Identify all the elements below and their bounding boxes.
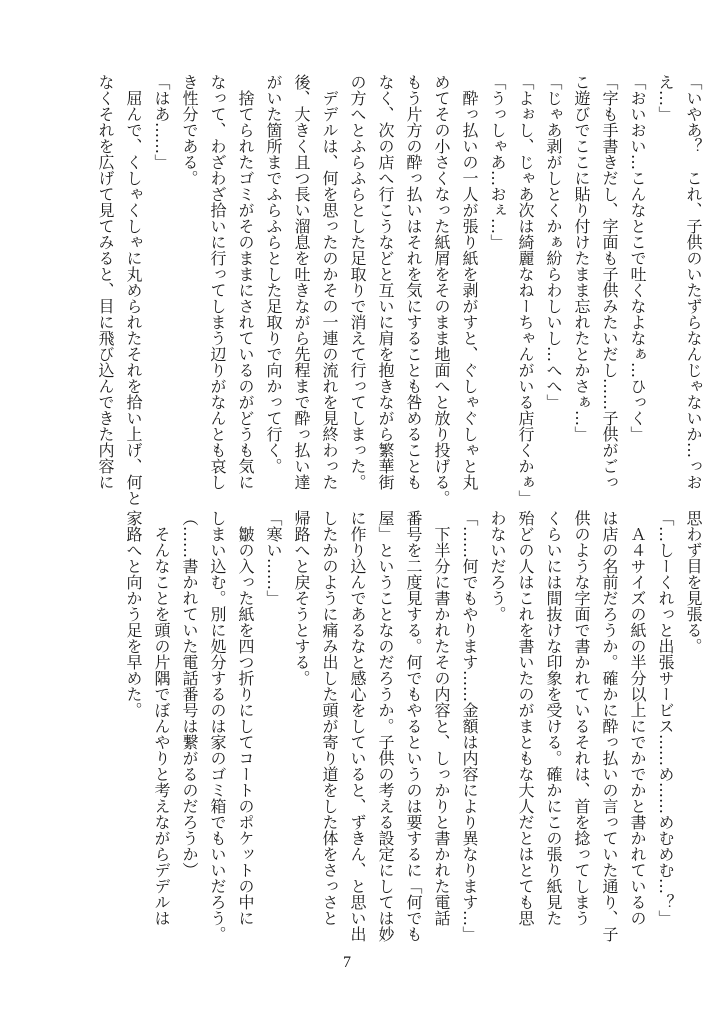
text-column: 「おいおい…こんなとこで吐くなよなぁ…ひっく」 [628, 74, 647, 442]
text-column: 「よぉし、じゃあ次は綺麗なねーちゃんがいる店行くかぁ」 [516, 74, 535, 506]
text-column: 「……何でもやります……金額は内容により異なります…」 [460, 510, 479, 942]
text-column: なくそれを広げて見てみると、目に飛び込んできた内容に [96, 74, 115, 490]
text-column: は店の名前だろうか。確かに酔っ払いの言っていた通り、子 [600, 510, 619, 942]
text-column: え…」 [656, 74, 675, 122]
text-column: 番号を二度見する。何でもやるというのは要するに「何でも [404, 510, 423, 942]
text-column: 思わず目を見張る。 [684, 510, 703, 654]
text-column: 「はあ……」 [152, 74, 171, 170]
text-column: デデルは、何を思ったのかその一連の流れを見終わった [320, 74, 339, 490]
text-column: なく、次の店へ行こうなどと互いに肩を抱きながら繁華街 [376, 74, 395, 490]
text-column: 屋」ということなのだろうか。子供の考える設定にしては妙 [376, 510, 395, 942]
text-column: なって、わざわざ拾いに行ってしまう辺りがなんとも哀し [208, 74, 227, 490]
text-column: めてその小さくなった紙屑をそのまま地面へと放り投げる。 [432, 74, 451, 506]
text-column: 殆どの人はこれを書いたのがまともな大人だとはとても思 [516, 510, 535, 926]
text-column: 「じゃあ剥がしとくかぁ紛らわしいし…へへ」 [544, 74, 563, 410]
text-column: の方へとふらふらとした足取りで消えて行ってしまった。 [348, 74, 367, 490]
text-column: Ａ４サイズの紙の半分以上にでかでかと書かれているの [628, 510, 647, 926]
text-column: 下半分に書かれたその内容と、しっかりと書かれた電話 [432, 510, 451, 926]
text-column: 酔っ払いの一人が張り紙を剥がすと、ぐしゃぐしゃと丸 [460, 74, 479, 490]
text-column: くらいには間抜けな印象を受ける。確かにこの張り紙見た [544, 510, 563, 926]
page-number: 7 [343, 954, 351, 971]
text-column: 家路へと向かう足を早めた。 [124, 510, 143, 718]
text-column: に作り込んであるなと感心をしていると、ずきん、と思い出 [348, 510, 367, 942]
text-column: もう片方の酔っ払いはそれを気にすることも咎めることも [404, 74, 423, 490]
text-column: 屈んで、くしゃくしゃに丸められたそれを拾い上げ、何と [124, 74, 143, 506]
lower-text-block [119, 510, 707, 942]
text-column: こ遊びでここに貼り付けたまま忘れたとかさぁ…」 [572, 74, 591, 442]
text-column: 「字も手書きだし、字面も子供みたいだし……子供がごっ [600, 74, 619, 490]
text-column: 「うっしゃあ…おぇ…」 [488, 74, 507, 250]
text-column: 「いやあ？ これ、子供のいたずらなんじゃないか…っお [684, 74, 703, 490]
text-column: 帰路へと戻そうとする。 [292, 510, 311, 686]
text-column: がいた箇所までふらふらとした足取りで向かって行く。 [264, 74, 283, 474]
text-column: （……書かれていた電話番号は繋がるのだろうか） [180, 510, 199, 878]
text-column: 「…しーくれっと出張サービス……め……めむめむ…？」 [656, 510, 675, 926]
text-column: 捨てられたゴミがそのままにされているのがどうも気に [236, 74, 255, 490]
text-column: 皺の入った紙を四つ折りにしてコートのポケットの中に [236, 510, 255, 926]
text-column: わないだろう。 [488, 510, 507, 622]
text-column: そんなことを頭の片隅でぼんやりと考えながらデデルは [152, 510, 171, 926]
text-column: しまい込む。別に処分するのは家のゴミ箱でもいいだろう。 [208, 510, 227, 942]
text-column: したかのように痛み出した頭が寄り道をした体をさっさと [320, 510, 339, 926]
text-column: 「寒い……」 [264, 510, 283, 606]
text-column: き性分である。 [180, 74, 199, 186]
text-column: 後、大きく且つ長い溜息を吐きながら先程まで酔っ払い達 [292, 74, 311, 490]
upper-text-block [91, 74, 707, 506]
text-column: 供のような字面で書かれているそれは、首を捻ってしまう [572, 510, 591, 926]
